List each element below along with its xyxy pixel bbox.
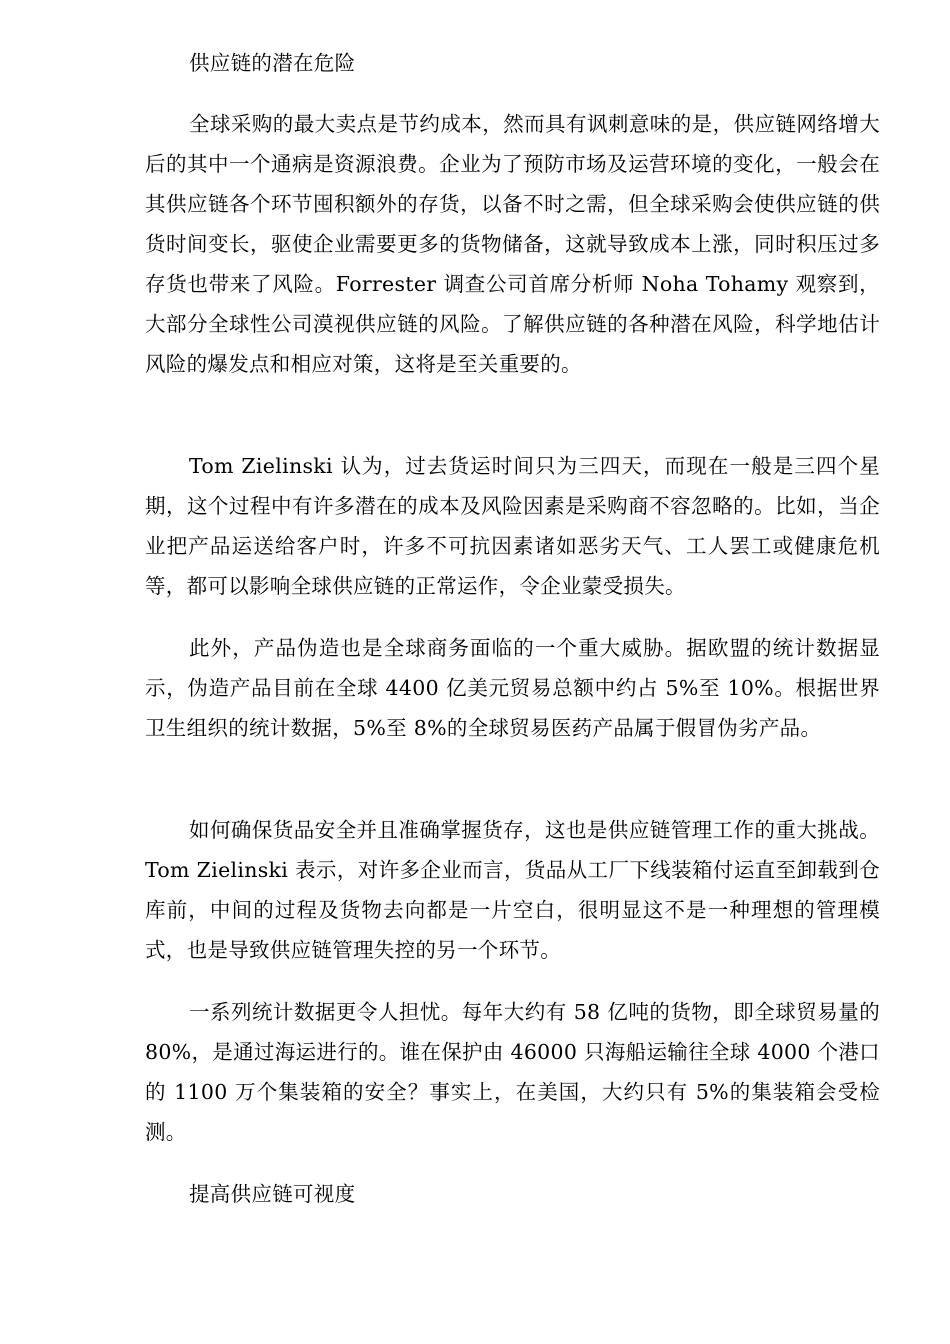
paragraph-global-sourcing: 全球采购的最大卖点是节约成本，然而具有讽刺意味的是，供应链网络增大后的其中一个通病是资源浪费。企业为了预防市场及运营环境的变化，一般会在其供应链各个环节囤积额外的存货，以备不时之需，但全球采购会使供应链的供货时间变长，驱使企业需要更多的货物储备，这就导致成本上涨，同时积压过多存货也带来了风险。Forrester 调查公司首席分析师 Noha Tohamy 观察到，大部分全球性公司漠视供应链的风险。了解供应链的各种潜在风险，科学地估计风险的爆发点和相应对策，这将是至关重要的。: [145, 112, 880, 376]
section-heading-potential-risks: 供应链的潜在危险: [189, 51, 356, 75]
paragraph-statistics: 一系列统计数据更令人担忧。每年大约有 58 亿吨的货物，即全球贸易量的 80%，是通过海运进行的。谁在保护由 46000 只海船运输往全球 4000 个港口的 1100 万个集装箱的安全？事实上，在美国，大约只有 5%的集装箱会受检测。: [145, 1000, 880, 1144]
section-heading-visibility: 提高供应链可视度: [189, 1182, 356, 1206]
paragraph-counterfeit: 此外，产品伪造也是全球商务面临的一个重大威胁。据欧盟的统计数据显示，伪造产品目前在全球 4400 亿美元贸易总额中约占 5%至 10%。根据世界卫生组织的统计数据，5%至 8%的全球贸易医药产品属于假冒伪劣产品。: [145, 636, 880, 740]
paragraph-goods-security: 如何确保货品安全并且准确掌握货存，这也是供应链管理工作的重大挑战。Tom Zielinski 表示，对许多企业而言，货品从工厂下线装箱付运直至卸载到仓库前，中间的过程及货物去向都是一片空白，很明显这不是一种理想的管理模式，也是导致供应链管理失控的另一个环节。: [145, 818, 880, 962]
paragraph-shipping-time: Tom Zielinski 认为，过去货运时间只为三四天，而现在一般是三四个星期，这个过程中有许多潜在的成本及风险因素是采购商不容忽略的。比如，当企业把产品运送给客户时，许多不可抗因素诸如恶劣天气、工人罢工或健康危机等，都可以影响全球供应链的正常运作，令企业蒙受损失。: [145, 454, 880, 598]
